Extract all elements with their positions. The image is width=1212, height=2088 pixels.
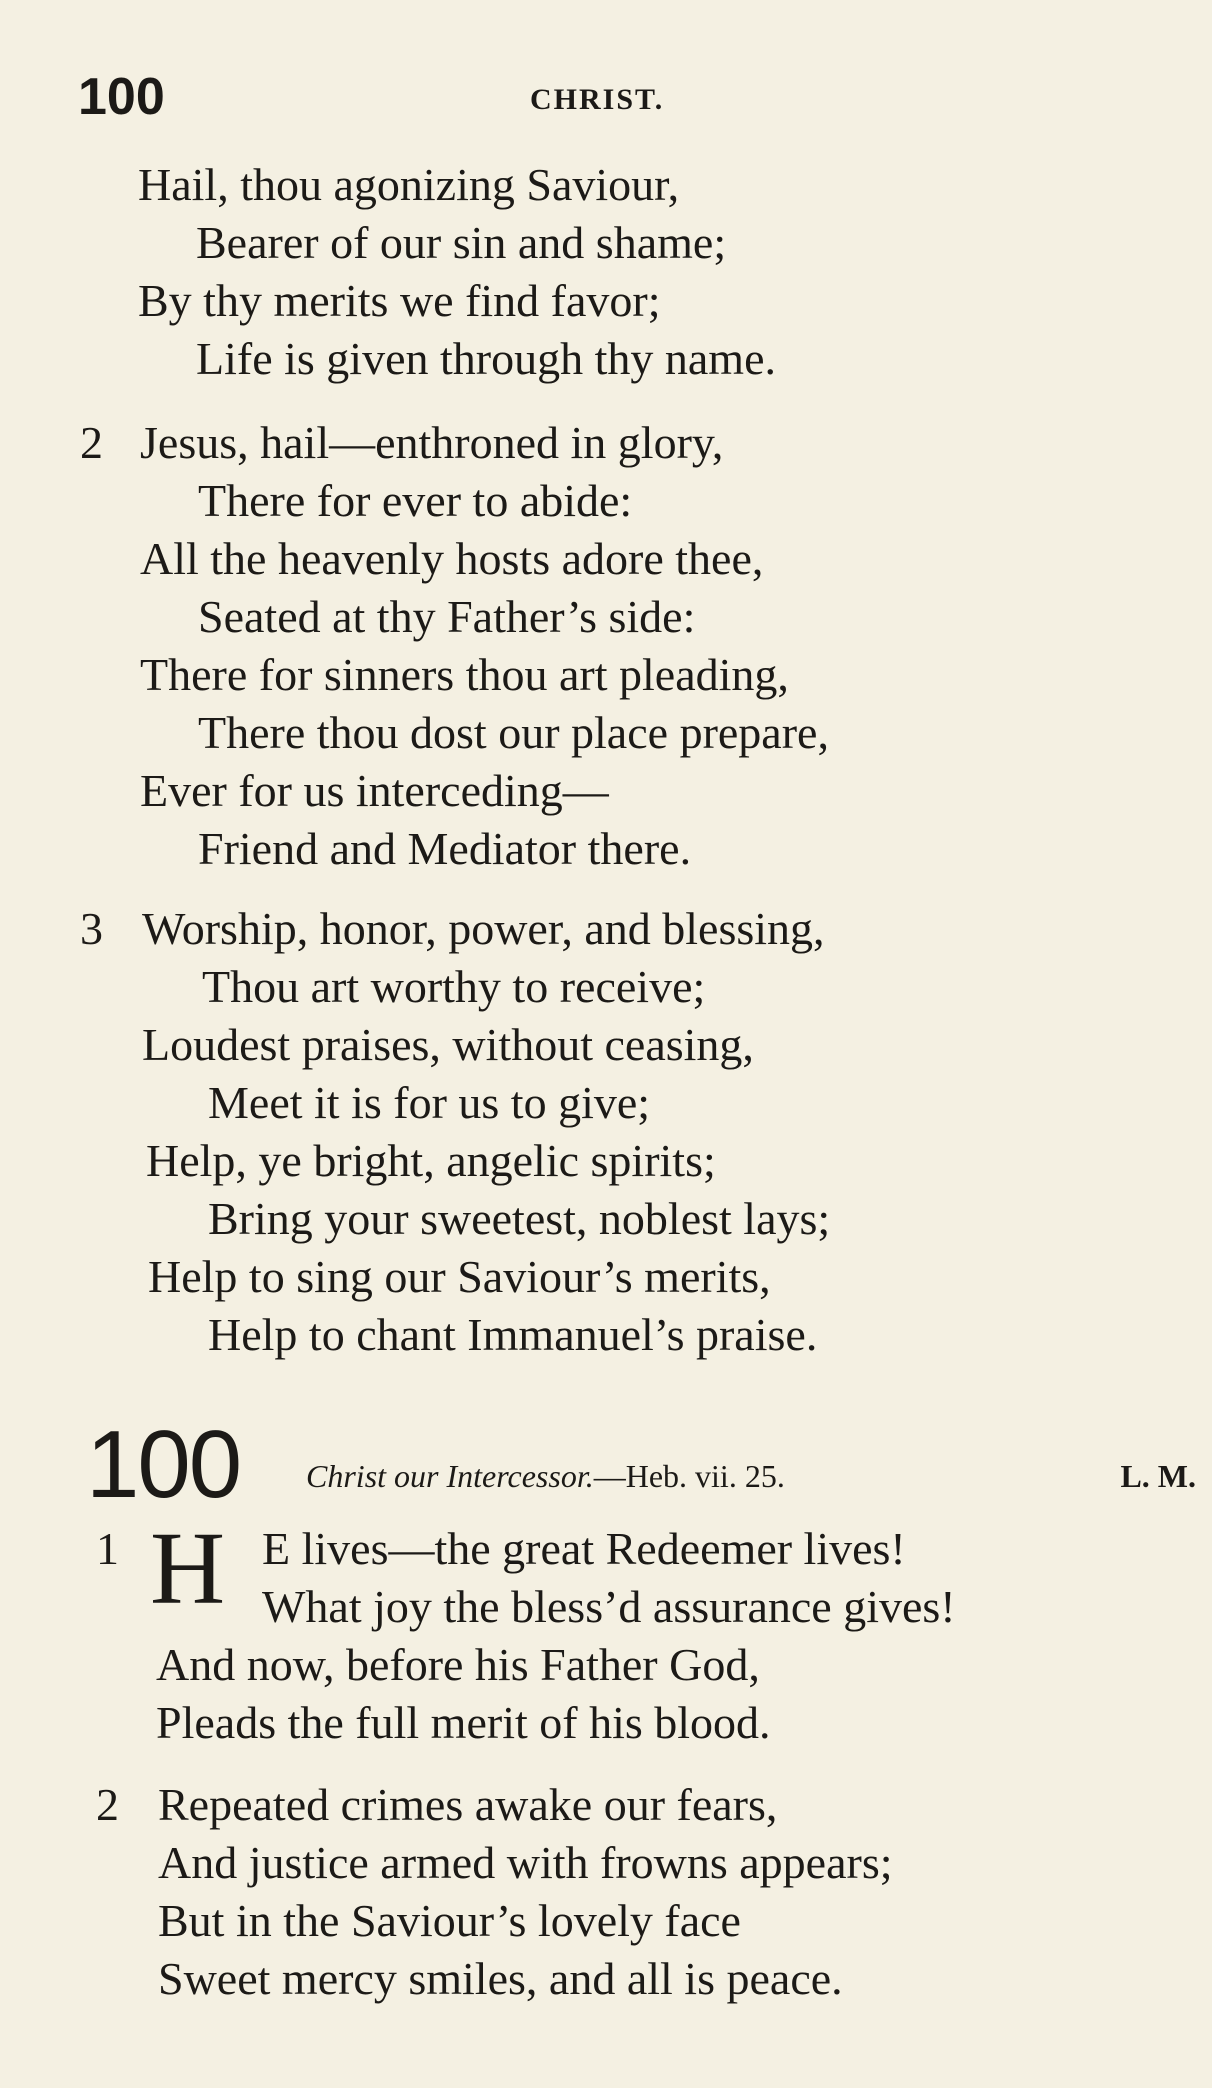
hymn-number: 100 [86,1411,241,1518]
verse-line: Pleads the full merit of his blood. [156,1697,771,1748]
verse-line: Seated at thy Father’s side: [198,591,696,642]
verse-line: Friend and Mediator there. [198,823,692,874]
verse-line: Jesus, hail—enthroned in glory, [140,417,724,468]
scripture-reference: —Heb. vii. 25. [593,1458,785,1494]
verse-line: Bring your sweetest, noblest lays; [208,1193,831,1244]
page-number: 100 [78,68,165,126]
verse-line: There for ever to abide: [198,475,633,526]
verse-line: There for sinners thou art pleading, [140,649,789,700]
verse-line: Thou art worthy to receive; [202,961,706,1012]
verse-line: Loudest praises, without ceasing, [142,1019,754,1070]
verse-line: By thy merits we find favor; [138,275,661,326]
verse-line: Sweet mercy smiles, and all is peace. [158,1953,843,2004]
stanza-number: 1 [96,1523,119,1574]
verse-line: Bearer of our sin and shame; [196,217,727,268]
verse-line: Meet it is for us to give; [208,1077,651,1128]
verse-line: Worship, honor, power, and blessing, [142,903,825,954]
verse-line: Help to chant Immanuel’s praise. [208,1309,818,1360]
verse-line: But in the Saviour’s lovely face [158,1895,741,1946]
verse-line: There thou dost our place prepare, [198,707,829,758]
stanza-number: 2 [80,417,103,468]
drop-cap: H [150,1511,226,1626]
running-head [78,62,1128,132]
hymn-title: Christ our Intercessor. [306,1458,594,1494]
verse-line: What joy the bless’d assurance gives! [262,1581,956,1632]
hymn-heading [86,1410,1196,1520]
verse-line: Help to sing our Saviour’s merits, [148,1251,771,1302]
verse-line: Ever for us interceding— [140,765,609,816]
verse-line: Help, ye bright, angelic spirits; [146,1135,716,1186]
verse-line: And now, before his Father God, [156,1639,760,1690]
stanza-number: 2 [96,1779,119,1830]
verse-line: And justice armed with frowns appears; [158,1837,893,1888]
verse-line: E lives—the great Redeemer lives! [262,1523,906,1574]
verse-line: Hail, thou agonizing Saviour, [138,159,680,210]
hymn-meter: L. M. [1120,1458,1196,1494]
hymn-subtitle [306,1446,785,1506]
stanza-number: 3 [80,903,103,954]
running-title: CHRIST. [530,83,665,116]
verse-line: Repeated crimes awake our fears, [158,1779,778,1830]
verse-line: Life is given through thy name. [196,333,776,384]
verse-line: All the heavenly hosts adore thee, [140,533,764,584]
